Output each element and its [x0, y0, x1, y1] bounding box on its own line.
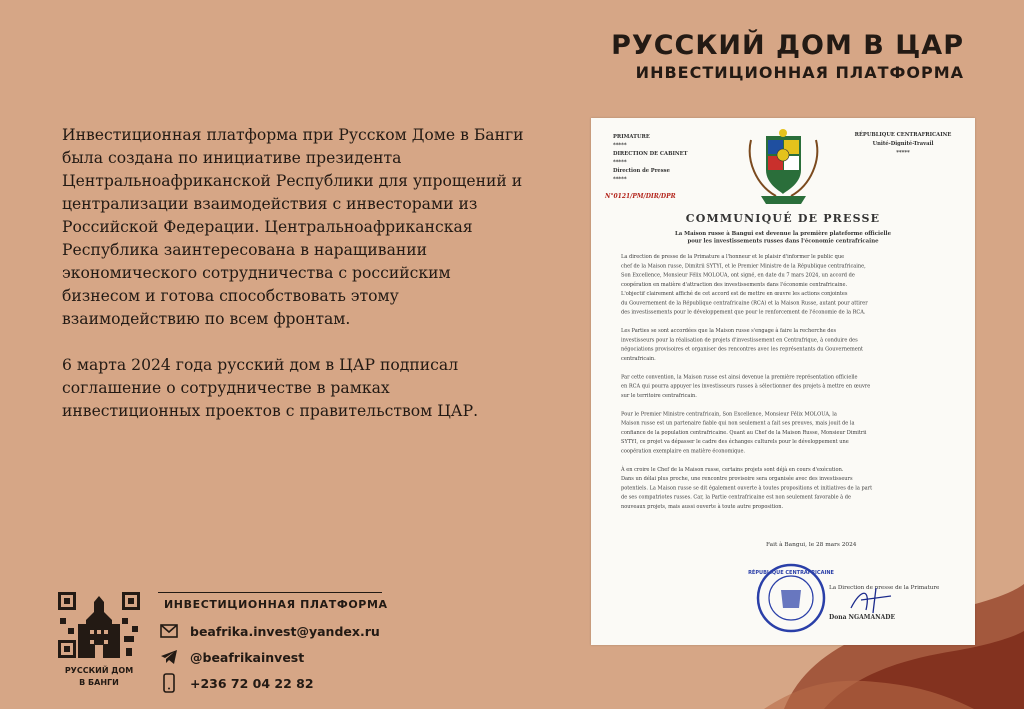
document-text-line-27: nouveaux projets, mais aussi ouverte à toute autre proposition.	[621, 503, 784, 510]
email-row[interactable]	[158, 618, 388, 644]
place-date: Fait à Bangui, le 28 mars 2024	[766, 542, 857, 548]
document-text-line-15: sur le territoire centrafricain.	[621, 392, 697, 399]
document-text-line-9: investisseurs pour la réalisation de projets d'investissement en Centrafrique, à conduire des	[621, 337, 858, 344]
reference-number: N°0121/PM/DIR/DPR	[605, 193, 676, 200]
intro-text	[62, 124, 532, 446]
document-subtitle-line-0: La Maison russe à Bangui est devenue la première plateforme officielle	[674, 231, 892, 237]
phone-number[interactable]: +236 72 04 22 82	[190, 675, 314, 691]
logo-text-line-2: В БАНГИ	[79, 678, 119, 687]
document-text-line-6: des investissements pour le développement que pour le renforcement de l'économie de la RCA.	[621, 309, 866, 316]
document-text-line-10: négociations provisoires et organiser des rencontres avec les représentants du Gouvernement	[621, 346, 864, 353]
document-text-line-25: potentiels. La Maison russe se dit également ouverte à toutes propositions et initiatives de la part	[621, 485, 873, 492]
document-text-line-2: Son Excellence, Monsieur Félix MOLOUA, ont signé, en date du 7 mars 2024, un accord de	[621, 272, 855, 279]
contact-block	[158, 592, 388, 696]
document-text-line-21: coopération exemplaire en matière économique.	[621, 448, 746, 455]
page-header	[611, 30, 964, 84]
divider	[158, 592, 382, 593]
press-release-scan	[591, 118, 975, 645]
document-text-line-8: Les Parties se sont accordées que la Maison russe s'engage à faire la recherche des	[621, 328, 837, 334]
document-text-line-0: La direction de presse de la Primature a l'honneur et le plaisir d'informer le public que	[621, 254, 845, 260]
telegram-link[interactable]: @beafrikainvest	[190, 649, 305, 665]
qr-code-icon	[56, 590, 142, 660]
document-subtitle-line-1: pour les investissements russes dans l'économie centrafricaine	[687, 238, 879, 245]
document-text-line-3: coopération en matière d'attraction des investissements dans l'économie centrafricaine.	[621, 281, 848, 288]
press-release-document	[591, 118, 975, 645]
document-text-line-1: chef de la Maison russe, Dimitrii SYTYI, et le Premier Ministre de la République centrafricaine,	[621, 263, 866, 270]
document-text-line-26: de ses compatriotes russes. Car, la Partie centrafricaine est non seulement favorable à de	[621, 494, 851, 501]
signature-name: Dona NGAMANADE	[829, 614, 896, 621]
svg-text:RÉPUBLIQUE CENTRAFRICAINE: RÉPUBLIQUE CENTRAFRICAINE	[748, 570, 834, 576]
document-text-line-24: Dans un délai plus proche, une rencontre provisoire sera organisée avec des investisseurs	[621, 476, 853, 482]
left-header-line-0: PRIMATURE	[613, 134, 650, 140]
left-header-line-5: *****	[613, 176, 627, 183]
document-text-line-23: À en croire le Chef de la Maison russe, certains projets sont déjà en cours d'exécution.	[621, 466, 844, 473]
phone-icon	[158, 672, 180, 694]
left-header-line-4: Direction de Presse	[613, 168, 670, 174]
official-stamp	[748, 565, 834, 631]
telegram-icon	[158, 646, 180, 668]
phone-row[interactable]	[158, 670, 388, 696]
email-link[interactable]: beafrika.invest@yandex.ru	[190, 623, 380, 639]
document-text-line-20: SYTYI, ce projet va dépasser le cadre des échanges culturels pour le développement une	[621, 439, 849, 445]
document-title: COMMUNIQUÉ DE PRESSE	[685, 212, 881, 225]
signature-role: La Direction de presse de la Primature	[829, 585, 940, 591]
logo-text-line-1: РУССКИЙ ДОМ	[64, 666, 134, 675]
coat-of-arms-emblem	[750, 129, 818, 204]
right-header-line-2: *****	[896, 150, 910, 156]
document-text-line-14: en RCA qui pourra appuyer les investisseurs russes à sélectionner des projets à mettre en œuvre	[621, 383, 871, 390]
document-text-line-13: Par cette convention, la Maison russe est ainsi devenue la première représentation officielle	[621, 374, 858, 381]
left-header-line-3: *****	[613, 159, 627, 166]
right-header-line-1: Unité-Dignité-Travail	[872, 141, 934, 147]
document-text-line-4: L'objectif clairement affiché de cet accord est de mettre en œuvre les actions conjointes	[621, 291, 848, 297]
document-text-line-17: Pour le Premier Ministre centrafricain, Son Excellence, Monsieur Félix MOLOUA, la	[621, 411, 837, 418]
page-title: РУССКИЙ ДОМ В ЦАР	[611, 30, 964, 61]
intro-paragraph-1: Инвестиционная платформа при Русском Доме в Банги была создана по инициативе президента Центральноафриканской Республики для упрощений и централизации взаимодействия с инвесторами из Российской Федерации. Центральноафриканская Республика заинтересована в наращивании экономического сотрудничества с российским бизнесом и готова способствовать этому взаимодействию по всем фронтам.	[62, 126, 524, 328]
document-text-line-19: confiance de la population centrafricaine. Quant au Chef de la Maison Russe, Monsieur Dimitrii	[621, 429, 867, 436]
intro-paragraph-2: 6 марта 2024 года русский дом в ЦАР подписал соглашение о сотрудничестве в рамках инвестиционных проектов с правительством ЦАР.	[62, 356, 479, 420]
page-subtitle: ИНВЕСТИЦИОННАЯ ПЛАТФОРМА	[635, 63, 964, 82]
handwritten-signature	[851, 588, 891, 613]
left-header-line-1: *****	[613, 142, 627, 149]
russian-house-logo	[56, 590, 142, 688]
left-header-line-2: DIRECTION DE CABINET	[613, 151, 688, 157]
right-header-line-0: RÉPUBLIQUE CENTRAFRICAINE	[854, 132, 952, 138]
document-text-line-11: centrafricain.	[621, 355, 656, 362]
document-text-line-5: du Gouvernement de la République centrafricaine (RCA) et la Maison Russe, autant pour attirer	[621, 300, 868, 307]
mail-icon	[158, 620, 180, 642]
telegram-row[interactable]	[158, 644, 388, 670]
contact-heading: ИНВЕСТИЦИОННАЯ ПЛАТФОРМА	[164, 598, 388, 611]
document-text-line-18: Maison russe est un partenaire fiable qui non seulement a fait ses preuves, mais jouit de la	[621, 420, 855, 427]
